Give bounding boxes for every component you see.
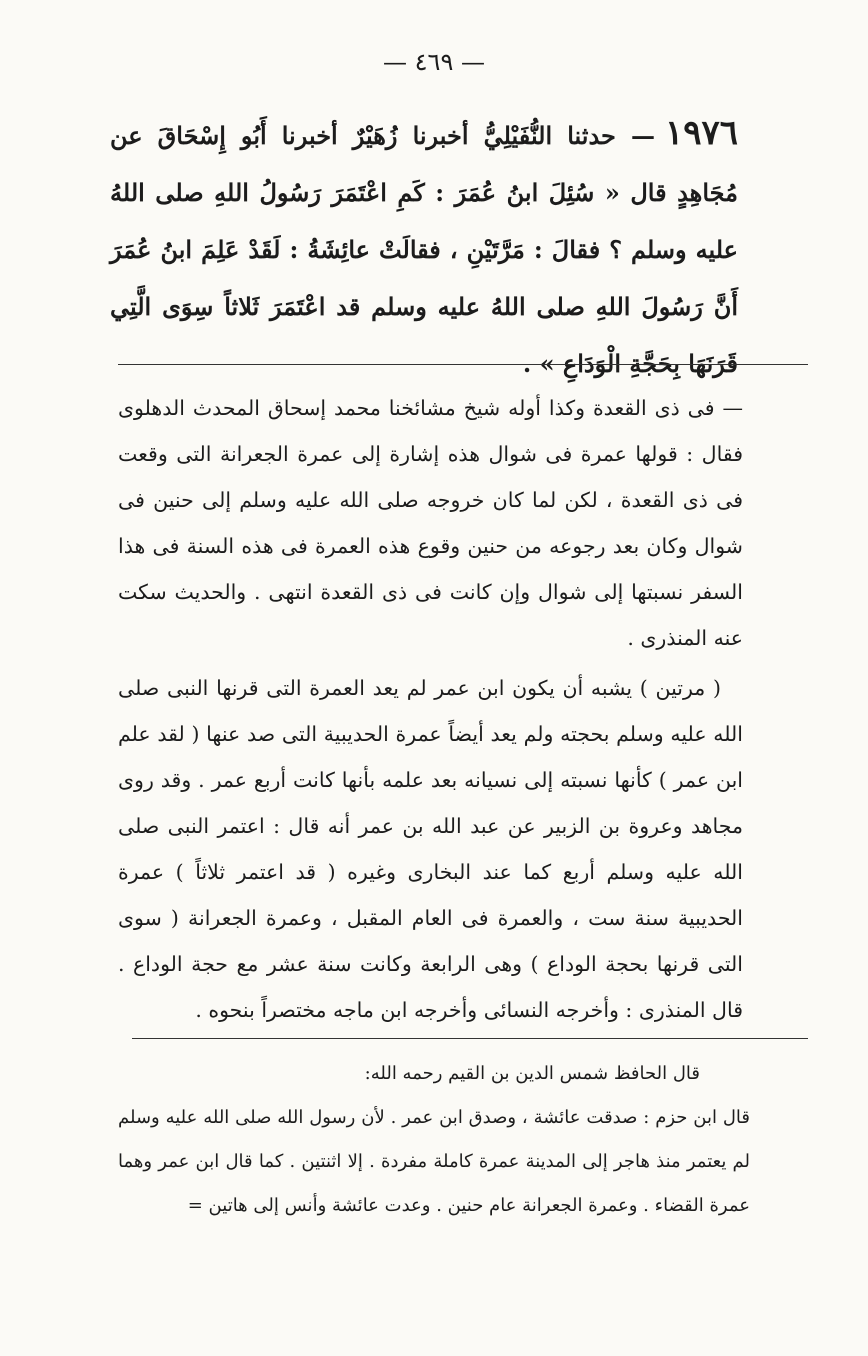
hadith-number: ١٩٧٦ bbox=[664, 113, 738, 153]
page-number: — ٤٦٩ — bbox=[383, 48, 485, 76]
separator-top bbox=[118, 364, 808, 365]
commentary-paragraph: — فى ذى القعدة وكذا أوله شيخ مشائخنا محمد إسحاق المحدث الدهلوى فقال : قولها عمرة فى شوال هذه إشارة إلى عمرة الجعرانة التى وقعت فى ذى القعدة ، لكن لما كان خروجه صلى الله عليه وسلم إلى حنين فى شوال وكان بعد رجوعه من حنين وقوع هذه العمرة فى هذه السنة فى هذا السفر نسبتها إلى شوال وإن كانت فى ذى القعدة انتهى . والحديث سكت عنه المنذرى . bbox=[118, 396, 743, 650]
commentary-block bbox=[118, 385, 743, 1033]
footnote-text: قال ابن حزم : صدقت عائشة ، وصدق ابن عمر . لأن رسول الله صلى الله عليه وسلم لم يعتمر منذ هاجر إلى المدينة عمرة كاملة مفردة . إلا اثنتين . كما قال ابن عمر وهما عمرة القضاء . وعمرة الجعرانة عام حنين . وعدت عائشة وأنس إلى هاتين = bbox=[118, 1107, 750, 1216]
footnote-block bbox=[118, 1052, 750, 1228]
hadith-text: — حدثنا النُّفَيْلِيُّ أخبرنا زُهَيْرٌ أخبرنا أَبُو إِسْحَاقَ عن مُجَاهِدٍ قال « سُئِلَ ابنُ عُمَرَ : كَمِ اعْتَمَرَ رَسُولُ اللهِ صلى اللهُ عليه وسلم ؟ فقالَ : مَرَّتَيْنِ ، فقالَتْ عائِشَةُ : لَقَدْ عَلِمَ ابنُ عُمَرَ أَنَّ رَسُولَ اللهِ صلى اللهُ عليه وسلم قد اعْتَمَرَ ثَلاثاً سِوَى الَّتِي قَرَنَهَا بِحَجَّةِ الْوَدَاعِ » . bbox=[110, 121, 738, 378]
separator-bottom bbox=[132, 1038, 808, 1039]
commentary-paragraph: ( مرتين ) يشبه أن يكون ابن عمر لم يعد العمرة التى قرنها النبى صلى الله عليه وسلم بحجته ولم يعد أيضاً عمرة الحديبية التى صد عنها ( لقد علم ابن عمر ) كأنها نسبته إلى نسيانه بعد علمه بأنها كانت أربع عمر . وقد روى مجاهد وعروة بن الزبير عن عبد الله بن عمر أنه قال : اعتمر النبى صلى الله عليه وسلم أربع كما عند البخارى وغيره ( قد اعتمر ثلاثاً ) عمرة الحديبية سنة ست ، والعمرة فى العام المقبل ، وعمرة الجعرانة ( سوى التى قرنها بحجة الوداع ) وهى الرابعة وكانت سنة عشر مع حجة الوداع . قال المنذرى : وأخرجه النسائى وأخرجه ابن ماجه مختصراً بنحوه . bbox=[118, 676, 743, 1022]
hadith-block bbox=[110, 105, 738, 392]
footnote-heading: قال الحافظ شمس الدين بن القيم رحمه الله: bbox=[364, 1063, 700, 1084]
